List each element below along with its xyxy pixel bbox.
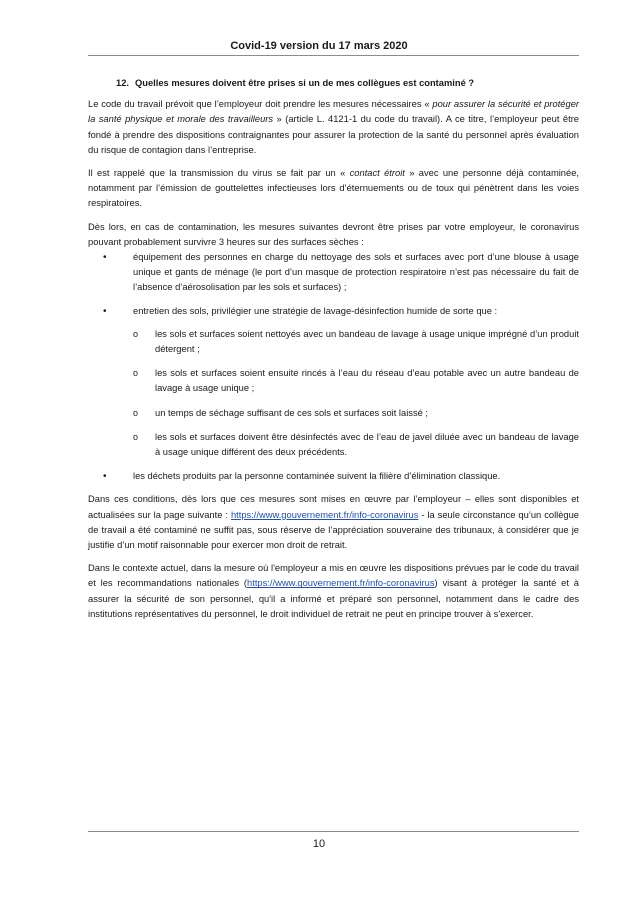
paragraph-measures-intro: Dès lors, en cas de contamination, les mesures suivantes devront être prises par votre employeur, le coronavirus pouvant probablement survivre 3 heures sur des surfaces sèches :: [88, 221, 579, 247]
header-divider: [88, 55, 579, 56]
text-segment: Dans ces conditions, dès lors que ces mesures sont mises en œuvre par l’employeur – elles sont disponibles et actualisées sur la page suivante :: [88, 494, 579, 520]
sublist-item: [133, 406, 579, 421]
sublist-item: [133, 366, 579, 396]
bullet-icon: •: [103, 252, 107, 264]
bullet-icon: •: [103, 305, 107, 317]
list-item: [88, 469, 579, 484]
coronavirus-info-link[interactable]: https://www.gouvernement.fr/info-coronavirus: [247, 578, 435, 589]
circle-bullet-icon: o: [133, 368, 139, 379]
text-segment: Il est rappelé que la transmission du virus se fait par un «: [88, 168, 350, 179]
paragraph-legal-basis: [88, 97, 579, 158]
document-header-title: Covid-19 version du 17 mars 2020: [230, 40, 408, 52]
paragraph-conditions: [88, 492, 579, 553]
text-segment: ) visant à protéger la santé et à assurer la sécurité de son personnel, qu'il a informé et préparé son personnel, notamment dans le cadre des institutions représentatives du personnel, le droit individuel de retrait ne peut en principe trouver à s'exercer.: [88, 578, 579, 619]
sublist-item-text: les sols et surfaces soient ensuite rincés à l’eau du réseau d’eau potable avec un autre bandeau de lavage à usage unique ;: [155, 368, 579, 394]
text-segment: » avec une personne déjà contaminée, notamment par l’émission de gouttelettes infectieuses lors d’éternuements ou de toux qui pénètrent dans les voies respiratoires.: [88, 168, 579, 209]
paragraph-transmission: [88, 166, 579, 212]
list-item: [88, 304, 579, 461]
text-segment: - la seule circonstance qu’un collègue de travail a été contaminé ne suffit pas, sous réserve de l’appréciation souveraine des tribunaux, à considérer que je justifie d’un motif raisonnable pour exercer mon droit de retrait.: [88, 509, 580, 551]
sublist-item: [133, 430, 579, 460]
text-segment: Dans le contexte actuel, dans la mesure où l'employeur a mis en œuvre les dispositions prévues par le code du travail et les recommandations nationales (: [88, 563, 579, 589]
page-content: [88, 76, 579, 630]
list-item-text: entretien des sols, privilégier une stratégie de lavage-désinfection humide de sorte que :: [133, 305, 498, 316]
question-title: Quelles mesures doivent être prises si un de mes collègues est contaminé ?: [135, 78, 475, 88]
list-item: [88, 250, 579, 296]
list-item-text: les déchets produits par la personne contaminée suivent la filière d’élimination classique.: [133, 471, 501, 482]
coronavirus-info-link[interactable]: https://www.gouvernement.fr/info-coronavirus: [230, 509, 419, 520]
question-number: 12.: [116, 78, 129, 88]
sublist-item-text: un temps de séchage suffisant de ces sols et surfaces soit laissé ;: [155, 407, 429, 418]
cleaning-sublist: [133, 327, 579, 460]
list-item-text: équipement des personnes en charge du nettoyage des sols et surfaces avec port d’une blouse à usage unique et gants de ménage (le port d’un masque de protection respiratoire n’est pas nécessaire du fait de l’absence d’aérosolisation par les sols et surfaces) ;: [133, 252, 579, 293]
text-segment: Le code du travail prévoit que l’employeur doit prendre les mesures nécessaires «: [88, 99, 433, 110]
text-segment: » (article L. 4121-1 du code du travail). A ce titre, l’employeur peut être fondé à prendre des dispositions contraignantes pour assurer la protection de la santé du personnel après évaluation du risque de contagion dans l’entreprise.: [88, 114, 580, 155]
measures-list: [88, 250, 579, 484]
circle-bullet-icon: o: [133, 407, 139, 418]
sublist-item-text: les sols et surfaces doivent être désinfectés avec de l’eau de javel diluée avec un bandeau de lavage à usage unique différent des deux précédents.: [155, 431, 579, 458]
paragraph-context: [88, 561, 579, 622]
sublist-item-text: les sols et surfaces soient nettoyés avec un bandeau de lavage à usage unique imprégné d’un produit détergent ;: [155, 328, 579, 355]
footer-divider: [88, 831, 579, 832]
question-heading: [116, 76, 579, 91]
quoted-text: contact étroit: [349, 168, 405, 179]
circle-bullet-icon: o: [133, 328, 139, 339]
circle-bullet-icon: o: [133, 431, 139, 442]
page-number: 10: [312, 838, 326, 850]
sublist-item: [133, 327, 579, 357]
quoted-text: pour assurer la sécurité et protéger la santé physique et morale des travailleurs: [88, 99, 580, 125]
bullet-icon: •: [103, 471, 107, 483]
